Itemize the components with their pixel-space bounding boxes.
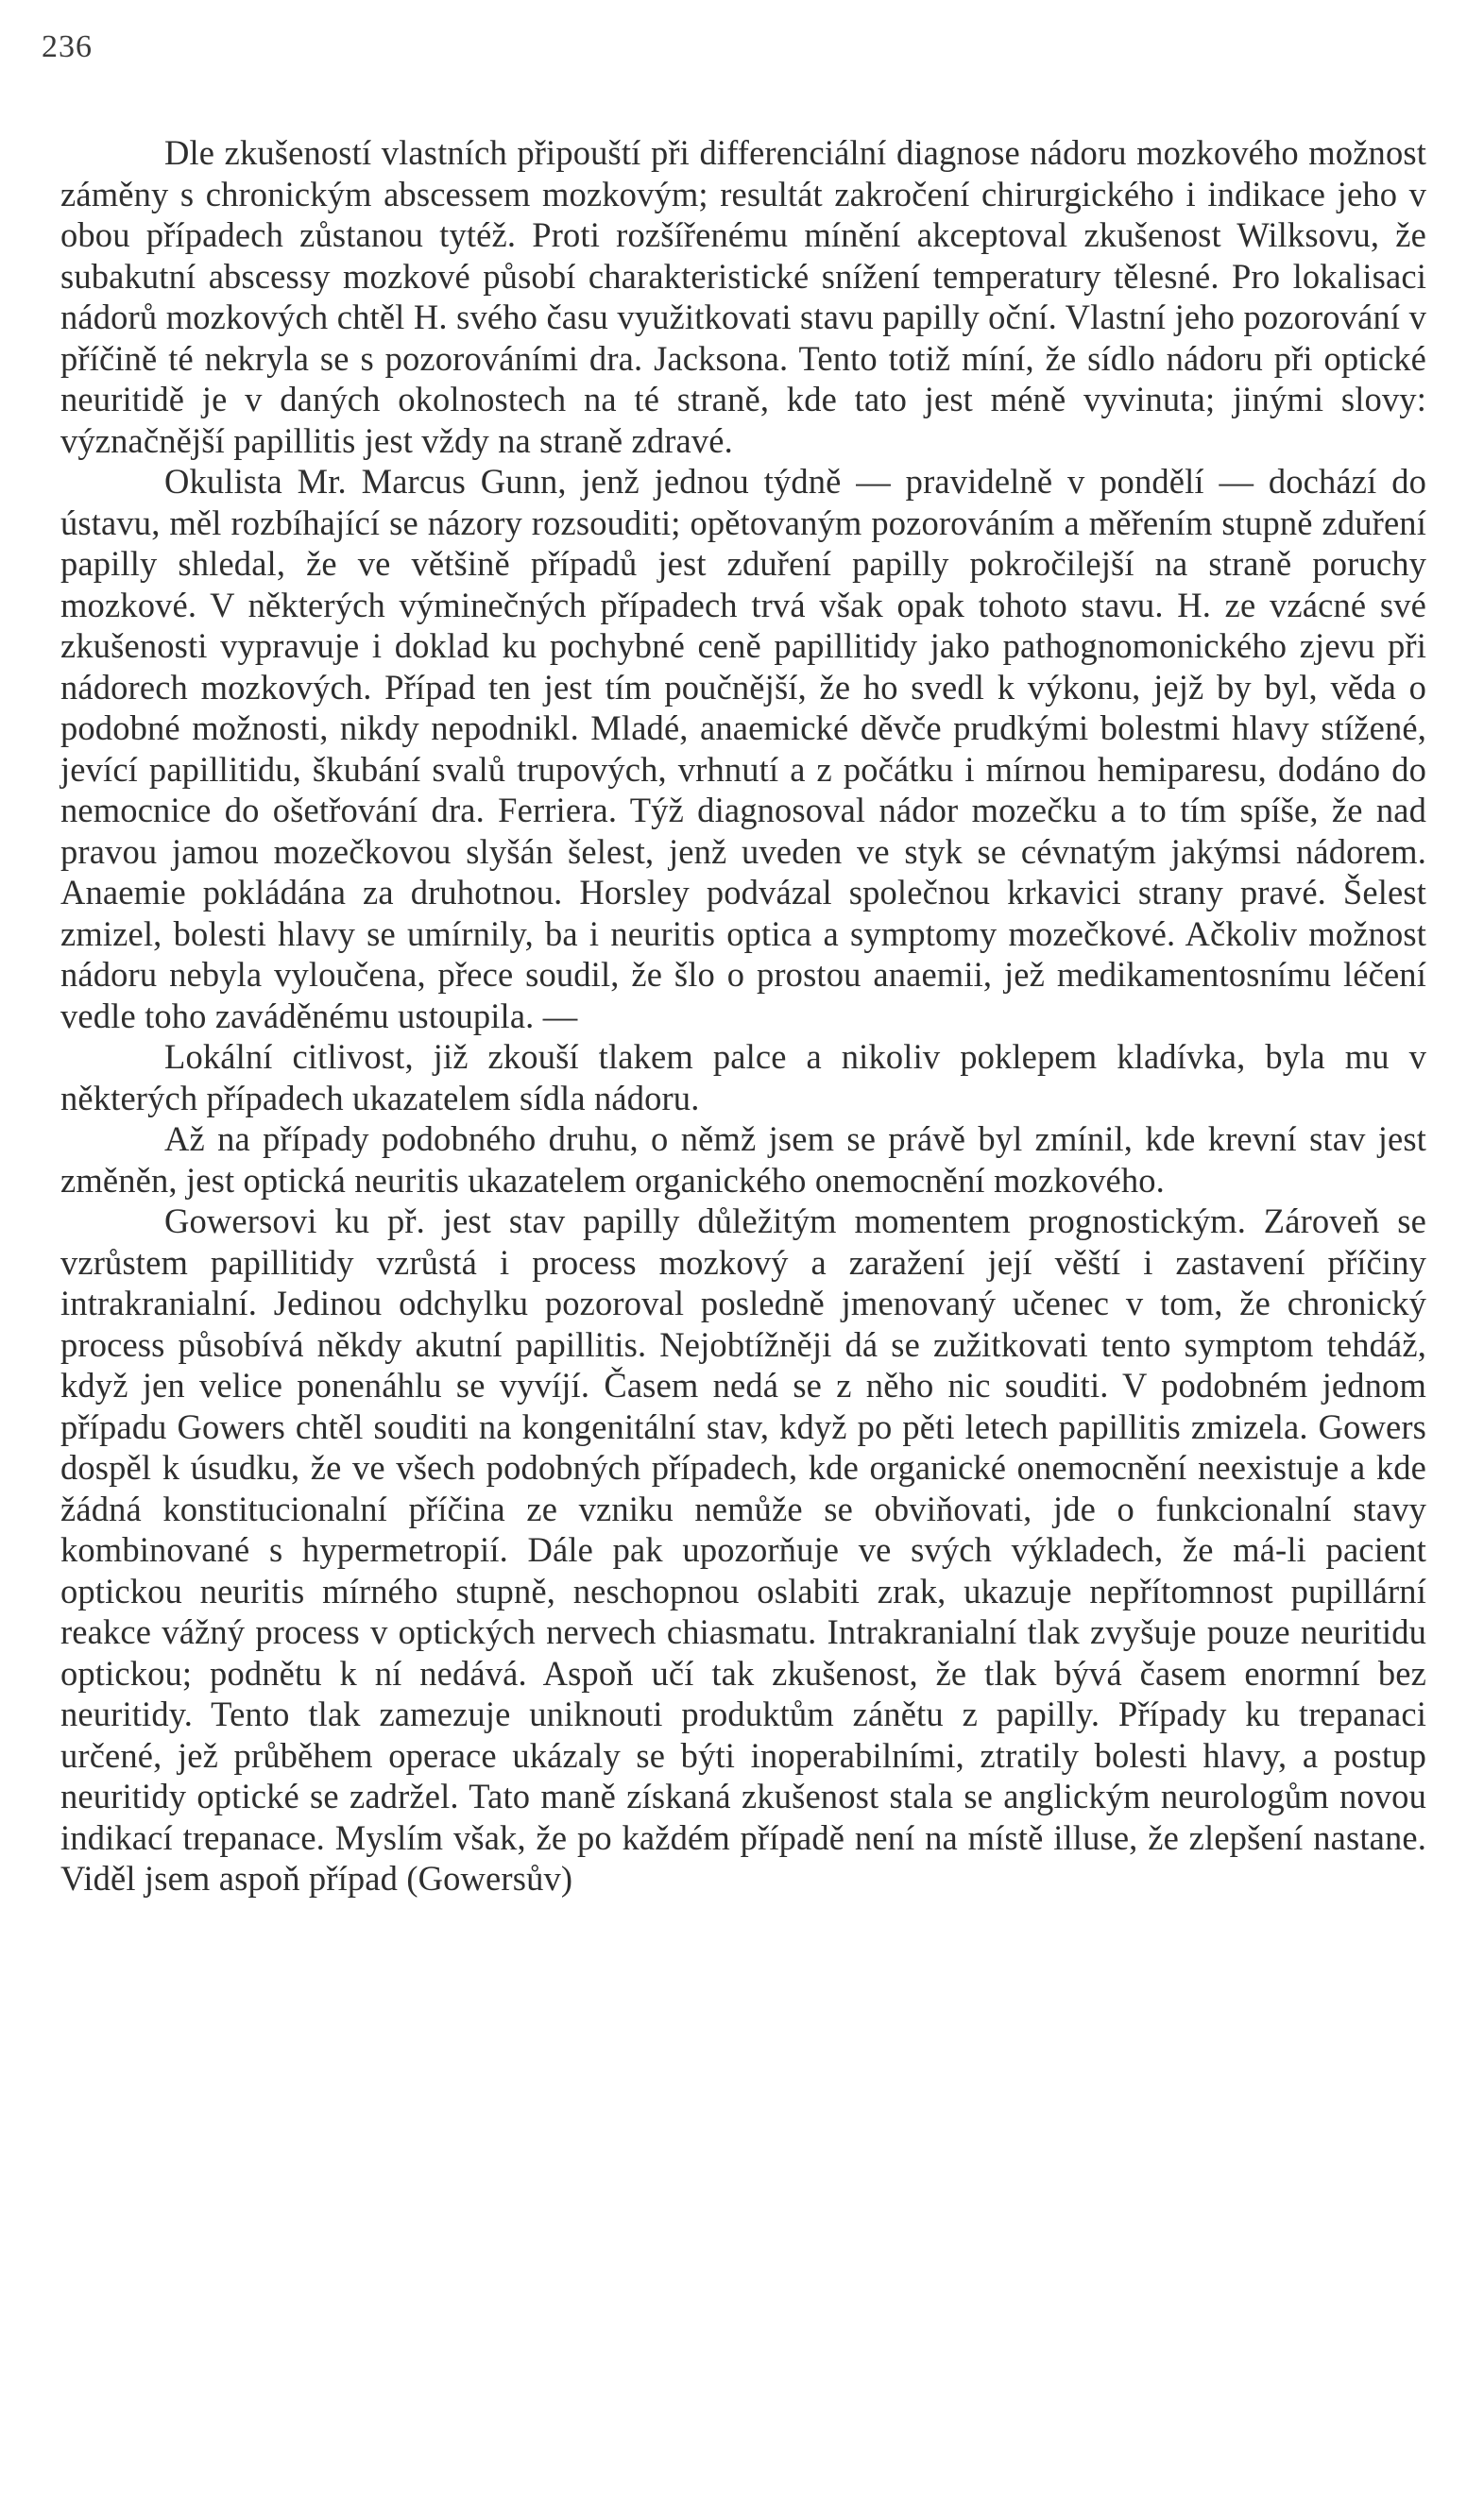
paragraph: Lokální citlivost, již zkouší tlakem palce a nikoliv poklepem kladívka, byla mu v některých případech ukazatelem sídla nádoru.: [60, 1037, 1426, 1117]
paragraph: Okulista Mr. Marcus Gunn, jenž jednou týdně — pravidelně v pondělí — dochází do ústavu, měl rozbíhající se názory rozsouditi; opětovaným pozorováním a měřením stupně zduření papilly shledal, že ve většině případů jest zduření papilly pokročilejší na straně poruchy mozkové. V některých výminečných případech trvá však opak tohoto stavu. H. ze vzácné své zkušenosti vypravuje i doklad ku pochybné ceně papillitidy jako pathognomonického zjevu při nádorech mozkových. Případ ten jest tím poučnější, že ho svedl k výkonu, jejž by byl, věda o podobné možnosti, nikdy nepodnikl. Mladé, anaemické děvče prudkými bolestmi hlavy stížené, jevící papillitidu, škubání svalů trupových, vrhnutí a z počátku i mírnou hemiparesu, dodáno do nemocnice do ošetřování dra. Ferriera. Týž diagnosoval nádor mozečku a to tím spíše, že nad pravou jamou mozečkovou slyšán šelest, jenž uveden ve styk se cévnatým jakýmsi nádorem. Anaemie pokládána za druhotnou. Horsley podvázal společnou krkavici strany pravé. Šelest zmizel, bolesti hlavy se umírnily, ba i neuritis optica a symptomy mozečkové. Ačkoliv možnost nádoru nebyla vyloučena, přece soudil, že šlo o prostou anaemii, jež medikamentosnímu léčení vedle toho zaváděnému ustoupila. —: [60, 462, 1426, 1035]
paragraph: Gowersovi ku př. jest stav papilly důležitým momentem prognostickým. Zároveň se vzrůstem papillitidy vzrůstá i process mozkový a zaražení její věští i zastavení příčiny intrakranialní. Jedinou odchylku pozoroval posledně jmenovaný učenec v tom, že chronický process působívá někdy akutní papillitis. Nejobtížněji dá se zužitkovati tento symptom tehdáž, když jen velice ponenáhlu se vyvíjí. Časem nedá se z něho nic souditi. V podobném jednom případu Gowers chtěl souditi na kongenitální stav, když po pěti letech papillitis zmizela. Gowers dospěl k úsudku, že ve všech podobných případech, kde organické onemocnění neexistuje a kde žádná konstitucionalní příčina ze vzniku nemůže se obviňovati, jde o funkcionalní stavy kombinované s hypermetropií. Dále pak upozorňuje ve svých výkladech, že má-li pacient optickou neuritis mírného stupně, neschopnou oslabiti zrak, ukazuje nepřítomnost pupillární reakce vážný process v optických nervech chiasmatu. Intrakranialní tlak zvyšuje pouze neuritidu optickou; podnětu k ní nedává. Aspoň učí tak zkušenost, že tlak bývá časem enormní bez neuritidy. Tento tlak zamezuje uniknouti produktům zánětu z papilly. Případy ku trepanaci určené, jež průběhem operace ukázaly se býti inoperabilními, ztratily bolesti hlavy, a postup neuritidy optické se zadržel. Tato maně získaná zkušenost stala se anglickým neurologům novou indikací trepanace. Myslím však, že po každém případě není na místě illuse, že zlepšení nastane. Viděl jsem aspoň případ (Gowersův): [60, 1201, 1426, 1898]
document-body: [60, 132, 1426, 1900]
paragraph: Dle zkušeností vlastních připouští při differenciální diagnose nádoru mozkového možnost záměny s chronickým abscessem mozkovým; resultát zakročení chirurgického i indikace jeho v obou případech zůstanou tytéž. Proti rozšířenému mínění akceptoval zkušenost Wilksovu, že subakutní abscessy mozkové působí charakteristické snížení temperatury tělesné. Pro lokalisaci nádorů mozkových chtěl H. svého času využitkovati stavu papilly oční. Vlastní jeho pozorování v příčině té nekryla se s pozorováními dra. Jacksona. Tento totiž míní, že sídlo nádoru při optické neuritidě je v daných okolnostech na té straně, kde tato jest méně vyvinuta; jinými slovy: význačnější papillitis jest vždy na straně zdravé.: [60, 133, 1426, 460]
page-number: 236: [42, 29, 93, 64]
paragraph: Až na případy podobného druhu, o němž jsem se právě byl zmínil, kde krevní stav jest změněn, jest optická neuritis ukazatelem organického onemocnění mozkového.: [60, 1119, 1426, 1200]
